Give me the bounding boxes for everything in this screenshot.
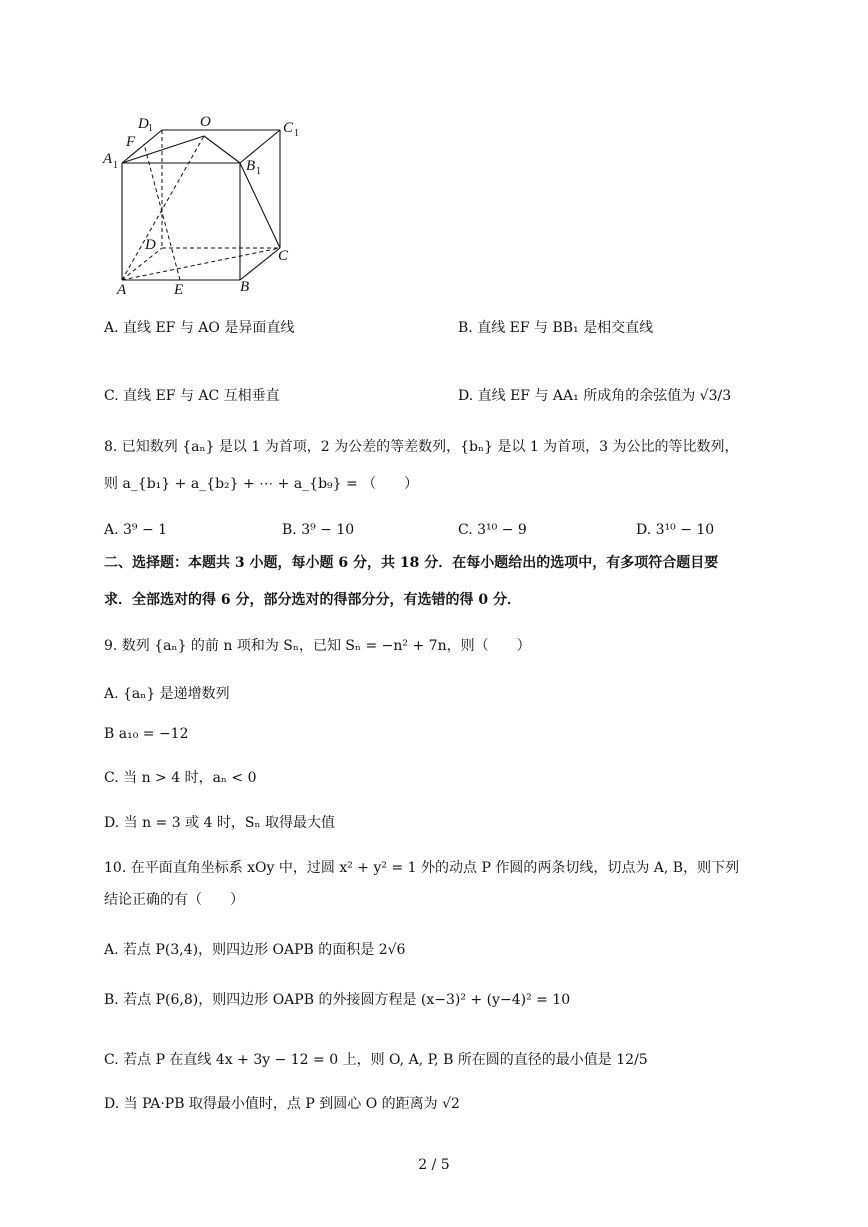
label-a1: A: [103, 151, 113, 167]
label-a: A: [117, 282, 127, 298]
label-c1-sub: 1: [294, 128, 299, 139]
q9-option-a: A. {aₙ} 是递增数列: [104, 686, 230, 702]
label-e: E: [174, 282, 184, 298]
q10-stem-line2: 结论正确的有（ ）: [104, 892, 244, 908]
q8-option-c: C. 3¹⁰ − 9: [458, 522, 527, 538]
q10-option-c: C. 若点 P 在直线 4x + 3y − 12 = 0 上，则 O, A, P, B 所在圆的直径的最小值是 12/5: [104, 1052, 648, 1068]
label-c: C: [278, 248, 289, 264]
label-f: F: [126, 134, 136, 150]
label-a1-sub: 1: [113, 160, 118, 171]
label-d: D: [145, 237, 156, 253]
q7-option-c: C. 直线 EF 与 AC 互相垂直: [104, 388, 280, 404]
q7-option-a: A. 直线 EF 与 AO 是异面直线: [104, 320, 295, 336]
q8-option-a: A. 3⁹ − 1: [104, 522, 168, 538]
q9-option-b: B a₁₀ = −12: [104, 726, 189, 742]
q7-option-b: B. 直线 EF 与 BB₁ 是相交直线: [458, 320, 654, 336]
q9-stem: 9. 数列 {aₙ} 的前 n 项和为 Sₙ，已知 Sₙ = −n² + 7n，则（ ）: [104, 638, 531, 654]
q8-stem-line2: 则 a_{b₁} + a_{b₂} + ⋯ + a_{b₉} = （ ）: [104, 476, 419, 492]
label-o: O: [200, 114, 211, 130]
section-2-heading-line2: 求．全部选对的得 6 分，部分选对的得部分分，有选错的得 0 分．: [104, 592, 521, 608]
cube-figure: [100, 108, 300, 303]
q10-option-b: B. 若点 P(6,8)，则四边形 OAPB 的外接圆方程是 (x−3)² + (y−4)² = 10: [104, 992, 571, 1008]
q8-option-b: B. 3⁹ − 10: [282, 522, 355, 538]
page-number: 2 / 5: [418, 1157, 450, 1173]
q9-option-d: D. 当 n = 3 或 4 时，Sₙ 取得最大值: [104, 815, 335, 831]
label-d1: D: [138, 116, 149, 132]
label-b1-sub: 1: [256, 166, 261, 177]
q9-option-c: C. 当 n > 4 时，aₙ < 0: [104, 770, 257, 786]
q10-stem: 10. 在平面直角坐标系 xOy 中，过圆 x² + y² = 1 外的动点 P 作圆的两条切线，切点为 A, B，则下列: [104, 860, 740, 876]
label-b1: B: [246, 158, 256, 174]
q8-option-d: D. 3¹⁰ − 10: [636, 522, 715, 538]
q10-option-d: D. 当 PA·PB 取得最小值时，点 P 到圆心 O 的距离为 √2: [104, 1096, 460, 1112]
q10-option-a: A. 若点 P(3,4)，则四边形 OAPB 的面积是 2√6: [104, 942, 406, 958]
section-2-heading: 二、选择题：本题共 3 小题，每小题 6 分，共 18 分．在每小题给出的选项中，有多项符合题目要: [104, 555, 719, 571]
label-d1-sub: 1: [148, 123, 153, 134]
q8-stem: 8. 已知数列 {aₙ} 是以 1 为首项，2 为公差的等差数列，{bₙ} 是以 1 为首项，3 为公比的等比数列，: [104, 439, 739, 455]
label-b: B: [240, 279, 250, 295]
q7-option-d: D. 直线 EF 与 AA₁ 所成角的余弦值为 √3/3: [458, 388, 732, 404]
label-c1: C: [283, 120, 294, 136]
